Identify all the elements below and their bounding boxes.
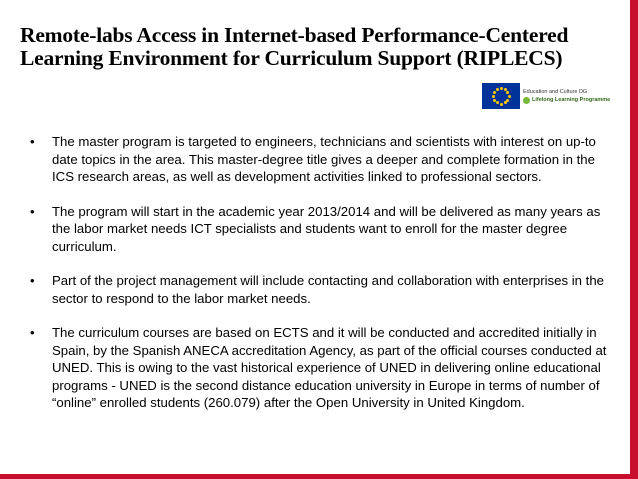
eu-star-icon bbox=[508, 95, 511, 98]
bullet-item bbox=[30, 272, 610, 307]
bullet-list bbox=[30, 133, 610, 412]
slide-bottom-border bbox=[0, 474, 638, 479]
bullet-text: The program will start in the academic year 2013/2014 and will be delivered as many years as the labor market needs ICT specialists and students want to enroll for the master degree curriculum. bbox=[52, 203, 601, 254]
bullet-marker: • bbox=[30, 273, 35, 288]
slide-title: Remote-labs Access in Internet-based Performance-Centered Learning Environment for Curriculum Support (RIPLECS) bbox=[20, 23, 569, 70]
eu-llp-logo bbox=[482, 82, 611, 110]
eu-flag-icon bbox=[482, 83, 520, 109]
eu-star-icon bbox=[493, 91, 496, 94]
eu-star-icon bbox=[506, 91, 509, 94]
llp-brand bbox=[523, 97, 610, 104]
llp-leaf-icon bbox=[523, 97, 530, 104]
eu-star-icon bbox=[496, 88, 499, 91]
eu-star-icon bbox=[500, 103, 503, 106]
eu-star-icon bbox=[496, 101, 499, 104]
bullet-marker: • bbox=[30, 325, 35, 340]
eu-star-icon bbox=[504, 101, 507, 104]
bullet-text: The curriculum courses are based on ECTS and it will be conducted and accredited initially in Spain, by the Spanish ANECA accreditation Agency, as part of the official courses conducted at UNED. This is owing to the vast historical experience of UNED in delivering online educational programs - UNED is the second distance education university in Europe in terms of number of “online” enrolled students (260.079) after the Open University in United Kingdom. bbox=[52, 325, 607, 410]
bullet-item bbox=[30, 133, 610, 186]
bullet-marker: • bbox=[30, 134, 35, 149]
eu-star-icon bbox=[506, 99, 509, 102]
bullet-text: The master program is targeted to engineers, technicians and scientists with interest on up-to date topics in the area. This master-degree title gives a deeper and complete formation in the ICS research areas, as well as development activities linked to professional sectors. bbox=[52, 134, 596, 184]
bullet-marker: • bbox=[30, 203, 35, 219]
logo-llp-label: Lifelong Learning Programme bbox=[532, 96, 611, 103]
logo-dg-label: Education and Culture DG bbox=[523, 88, 588, 95]
bullet-item bbox=[30, 203, 610, 256]
bullet-text: Part of the project management will include contacting and collaboration with enterprises in the sector to respond to the labor market needs. bbox=[52, 273, 604, 306]
eu-star-icon bbox=[500, 87, 503, 90]
eu-star-icon bbox=[493, 99, 496, 102]
eu-star-icon bbox=[492, 95, 495, 98]
bullet-item bbox=[30, 324, 610, 412]
slide-accent-border bbox=[630, 0, 638, 479]
logo-text bbox=[523, 89, 610, 104]
